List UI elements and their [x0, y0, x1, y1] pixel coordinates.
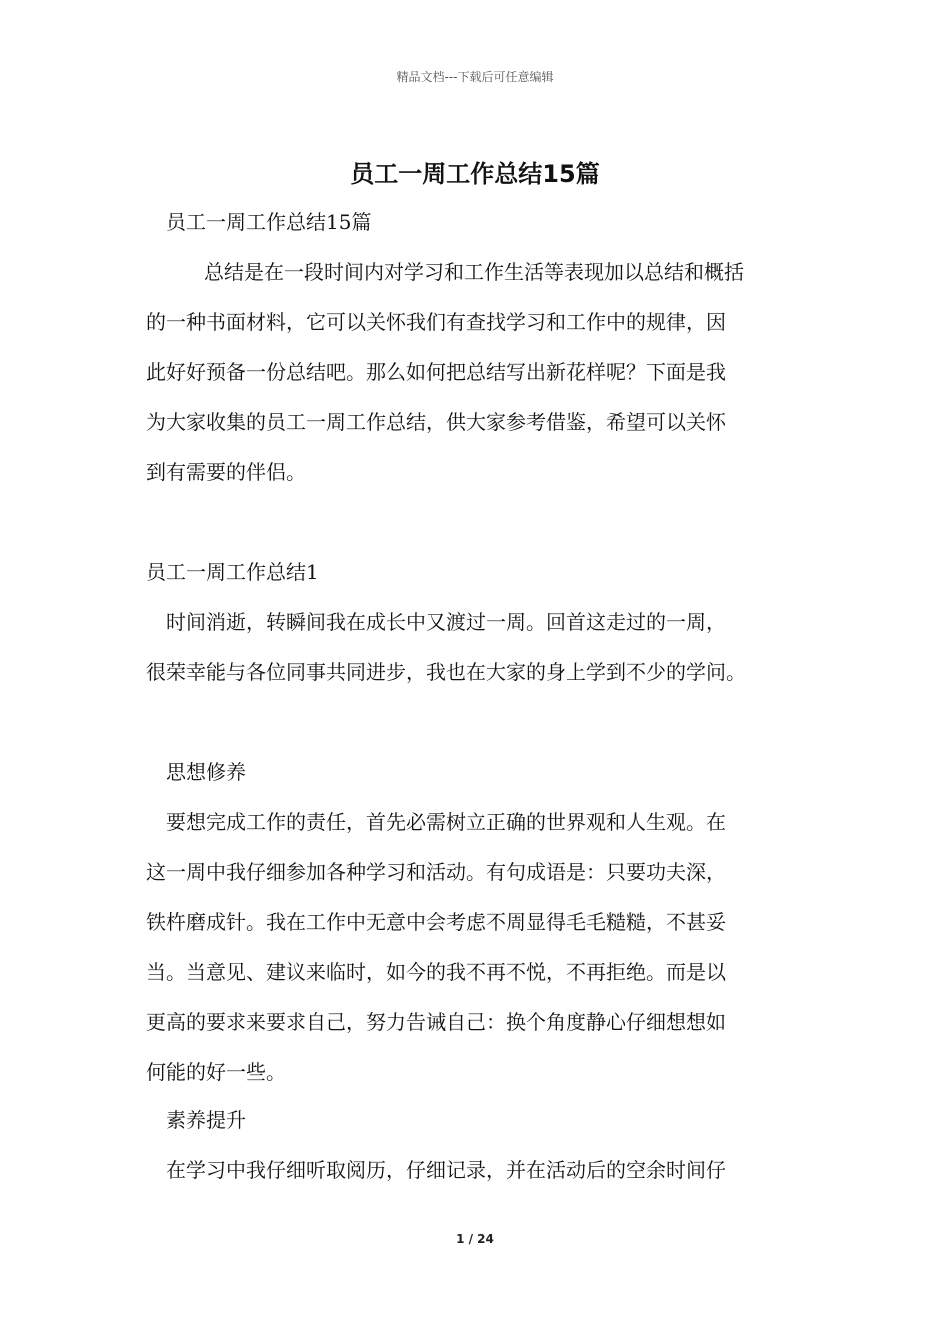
intro-line-5: 到有需要的伴侣。 — [146, 460, 306, 484]
section-2-line-3: 铁杵磨成针。我在工作中无意中会考虑不周显得毛毛糙糙，不甚妥 — [146, 910, 726, 934]
section-1-line-1: 时间消逝，转瞬间我在成长中又渡过一周。回首这走过的一周， — [166, 610, 726, 634]
document-title: 员工一周工作总结15篇 — [350, 160, 600, 188]
section-1-heading: 员工一周工作总结1 — [146, 560, 319, 584]
section-2-heading: 思想修养 — [166, 760, 246, 784]
section-2-line-5: 更高的要求来要求自己，努力告诫自己：换个角度静心仔细想想如 — [146, 1010, 726, 1034]
section-3-heading: 素养提升 — [166, 1108, 246, 1132]
section-1-line-2: 很荣幸能与各位同事共同进步，我也在大家的身上学到不少的学问。 — [146, 660, 746, 684]
intro-line-2: 的一种书面材料，它可以关怀我们有查找学习和工作中的规律，因 — [146, 310, 726, 334]
page-number: 1 / 24 — [456, 1232, 494, 1246]
section-2-line-4: 当。当意见、建议来临时，如今的我不再不悦，不再拒绝。而是以 — [146, 960, 726, 984]
intro-line-4: 为大家收集的员工一周工作总结，供大家参考借鉴，希望可以关怀 — [146, 410, 726, 434]
section-2-line-1: 要想完成工作的责任，首先必需树立正确的世界观和人生观。在 — [166, 810, 726, 834]
intro-line-1: 总结是在一段时间内对学习和工作生活等表现加以总结和概括 — [204, 260, 744, 284]
section-2-line-6: 何能的好一些。 — [146, 1060, 286, 1084]
subtitle: 员工一周工作总结15篇 — [166, 210, 372, 234]
intro-line-3: 此好好预备一份总结吧。那么如何把总结写出新花样呢？下面是我 — [146, 360, 726, 384]
header-note: 精品文档---下载后可任意编辑 — [396, 70, 554, 84]
section-3-line-1: 在学习中我仔细听取阅历，仔细记录，并在活动后的空余时间仔 — [166, 1158, 726, 1182]
section-2-line-2: 这一周中我仔细参加各种学习和活动。有句成语是：只要功夫深， — [146, 860, 726, 884]
